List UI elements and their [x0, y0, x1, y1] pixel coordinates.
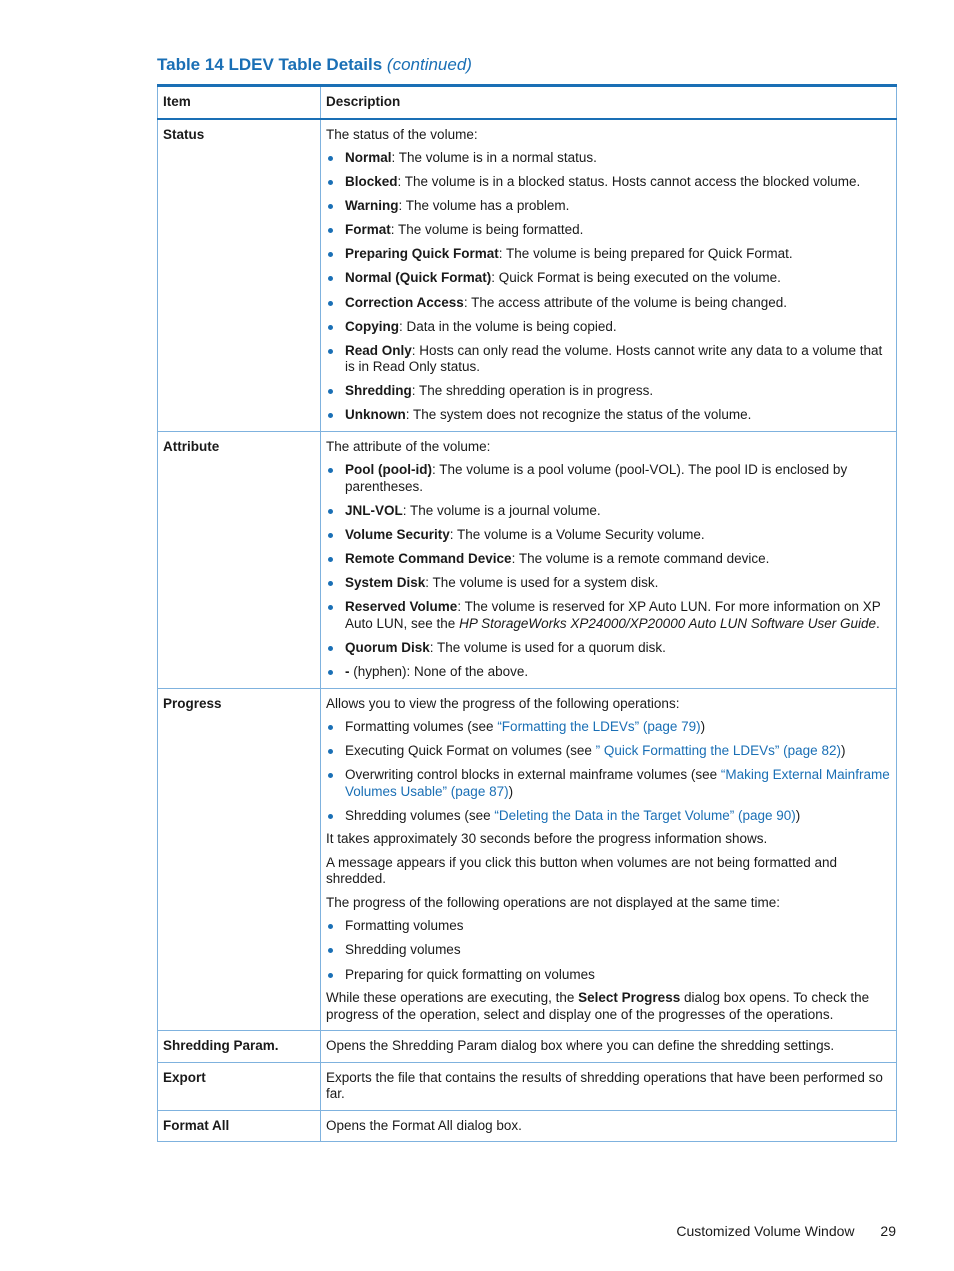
- desc-attribute: [321, 431, 897, 688]
- list-item: [326, 319, 890, 336]
- list-text: : Hosts can only read the volume. Hosts cannot write any data to a volume that is in Read Only status.: [345, 342, 883, 375]
- list-item: [326, 640, 890, 657]
- list-term: System Disk: [345, 575, 426, 591]
- table-row-shredding-param: [158, 1031, 897, 1063]
- list-term: Blocked: [345, 174, 398, 190]
- list-item: [326, 407, 890, 424]
- table-row-attribute: [158, 431, 897, 688]
- list-item: [326, 246, 890, 263]
- desc-export: Exports the file that contains the results of shredding operations that have been performed so far.: [321, 1062, 897, 1110]
- item-format-all: Format All: [158, 1110, 321, 1142]
- list-text: Executing Quick Format on volumes (see: [345, 743, 596, 759]
- list-item: [326, 743, 890, 760]
- list-item: [326, 343, 890, 376]
- item-export: Export: [158, 1062, 321, 1110]
- list-text: : Quick Format is being executed on the volume.: [491, 270, 781, 286]
- list-term: Preparing Quick Format: [345, 246, 499, 262]
- progress-concurrent-list: [326, 918, 890, 983]
- header-item: Item: [158, 86, 321, 119]
- progress-select-note: [326, 990, 890, 1023]
- list-text: : The volume is being prepared for Quick Format.: [498, 246, 793, 262]
- list-text: : The volume is being formatted.: [390, 222, 584, 238]
- list-item: [326, 383, 890, 400]
- page-number: 29: [880, 1223, 896, 1239]
- list-text: ): [700, 719, 706, 735]
- ldev-table-details: [157, 84, 897, 1142]
- list-text: : The volume is a journal volume.: [402, 503, 601, 519]
- desc-status: [321, 119, 897, 432]
- list-item: Shredding volumes: [326, 942, 890, 959]
- list-term: Warning: [345, 198, 399, 214]
- item-shredding-param: Shredding Param.: [158, 1031, 321, 1063]
- link-making-external-mainframe-volumes-usable[interactable]: “Making External Mainframe Volumes Usable” (page 87): [345, 767, 890, 799]
- status-list: [326, 150, 890, 424]
- list-item: [326, 270, 890, 287]
- list-text: (hyphen): None of the above.: [349, 664, 529, 680]
- para-text: dialog box opens. To check the progress of the operation, select and display one of the progresses of the operations.: [326, 990, 870, 1022]
- list-text: : The volume is used for a quorum disk.: [429, 640, 666, 655]
- list-item: [326, 527, 890, 544]
- attribute-list: [326, 462, 890, 680]
- list-item: [326, 808, 890, 825]
- list-text: : The volume is a pool volume (pool-VOL). The pool ID is enclosed by parentheses.: [345, 462, 848, 494]
- list-text: : The system does not recognize the status of the volume.: [405, 407, 752, 423]
- list-item: Preparing for quick formatting on volumes: [326, 967, 890, 984]
- list-item: [326, 575, 890, 592]
- table-row-progress: [158, 688, 897, 1030]
- list-term: Reserved Volume: [345, 599, 458, 615]
- list-text: Formatting volumes (see: [345, 719, 498, 735]
- desc-progress: [321, 688, 897, 1030]
- list-term: Volume Security: [345, 527, 450, 543]
- table-caption: [157, 55, 472, 75]
- list-text: ): [508, 783, 514, 799]
- list-item: [326, 664, 890, 681]
- list-text: ): [840, 743, 846, 759]
- list-item: [326, 295, 890, 312]
- list-term: Copying: [345, 318, 399, 334]
- list-item: [326, 150, 890, 167]
- page-footer: [676, 1223, 896, 1239]
- list-text: : The access attribute of the volume is being changed.: [463, 294, 788, 310]
- list-item: [326, 198, 890, 215]
- list-term: JNL-VOL: [345, 503, 403, 519]
- list-item: [326, 767, 890, 800]
- item-status: Status: [158, 119, 321, 432]
- table-header-row: [158, 86, 897, 119]
- list-item: [326, 551, 890, 568]
- list-text: : The shredding operation is in progress.: [411, 383, 654, 399]
- list-item: [326, 462, 890, 495]
- list-term: Format: [345, 222, 391, 238]
- attribute-intro: The attribute of the volume:: [326, 438, 491, 454]
- list-term: Shredding: [345, 383, 412, 399]
- header-description: Description: [321, 86, 897, 119]
- list-term: Correction Access: [345, 294, 464, 310]
- list-text: : The volume is in a normal status.: [391, 150, 597, 165]
- desc-shredding-param: Opens the Shredding Param dialog box where you can define the shredding settings.: [321, 1031, 897, 1063]
- progress-ops-list: [326, 719, 890, 824]
- list-text: : Data in the volume is being copied.: [399, 318, 617, 334]
- list-item: [326, 599, 890, 632]
- footer-section-title: Customized Volume Window: [676, 1223, 855, 1239]
- item-progress: Progress: [158, 688, 321, 1030]
- list-item: Formatting volumes: [326, 918, 890, 935]
- para-text: While these operations are executing, the: [326, 990, 579, 1006]
- list-term: Pool (pool-id): [345, 462, 432, 478]
- list-item: [326, 222, 890, 239]
- select-progress-term: Select Progress: [578, 990, 681, 1006]
- list-item: [326, 719, 890, 736]
- desc-format-all: Opens the Format All dialog box.: [321, 1110, 897, 1142]
- guide-title: HP StorageWorks XP24000/XP20000 Auto LUN Software User Guide: [459, 615, 877, 631]
- table-row-format-all: [158, 1110, 897, 1142]
- list-item: [326, 174, 890, 191]
- link-deleting-data-target-volume[interactable]: “Deleting the Data in the Target Volume” (page 90): [494, 807, 796, 823]
- progress-timing-note: It takes approximately 30 seconds before the progress information shows.: [326, 831, 768, 847]
- list-term: Quorum Disk: [345, 640, 430, 655]
- progress-message-note: A message appears if you click this button when volumes are not being formatted and shredded.: [326, 854, 838, 887]
- list-text: : The volume is reserved for XP Auto LUN. For more information on XP Auto LUN, see the: [345, 599, 881, 631]
- item-attribute: Attribute: [158, 431, 321, 688]
- list-term: -: [345, 664, 350, 680]
- list-term: Normal (Quick Format): [345, 270, 492, 286]
- list-text: : The volume is used for a system disk.: [425, 575, 659, 591]
- list-term: Unknown: [345, 407, 406, 423]
- table-row-export: [158, 1062, 897, 1110]
- list-term: Normal: [345, 150, 392, 165]
- list-term: Read Only: [345, 342, 412, 358]
- table-row-status: [158, 119, 897, 432]
- list-text: : The volume is a Volume Security volume.: [449, 527, 705, 543]
- progress-intro: Allows you to view the progress of the following operations:: [326, 695, 680, 711]
- link-quick-formatting-ldevs[interactable]: ” Quick Formatting the LDEVs” (page 82): [595, 743, 841, 759]
- list-item: [326, 503, 890, 520]
- list-text: ): [795, 807, 801, 823]
- status-intro: The status of the volume:: [326, 126, 478, 142]
- list-text: Overwriting control blocks in external mainframe volumes (see: [345, 767, 721, 783]
- list-text: : The volume has a problem.: [398, 198, 570, 214]
- list-text: .: [876, 615, 880, 631]
- table-title: Table 14 LDEV Table Details: [157, 55, 383, 74]
- list-text: : The volume is in a blocked status. Hosts cannot access the blocked volume.: [397, 174, 861, 190]
- list-term: Remote Command Device: [345, 551, 512, 567]
- list-text: Shredding volumes (see: [345, 807, 495, 823]
- progress-concurrent-note: The progress of the following operations are not displayed at the same time:: [326, 894, 781, 910]
- list-text: : The volume is a remote command device.: [511, 551, 770, 567]
- link-formatting-ldevs[interactable]: “Formatting the LDEVs” (page 79): [497, 719, 701, 735]
- table-continued: (continued): [386, 55, 472, 74]
